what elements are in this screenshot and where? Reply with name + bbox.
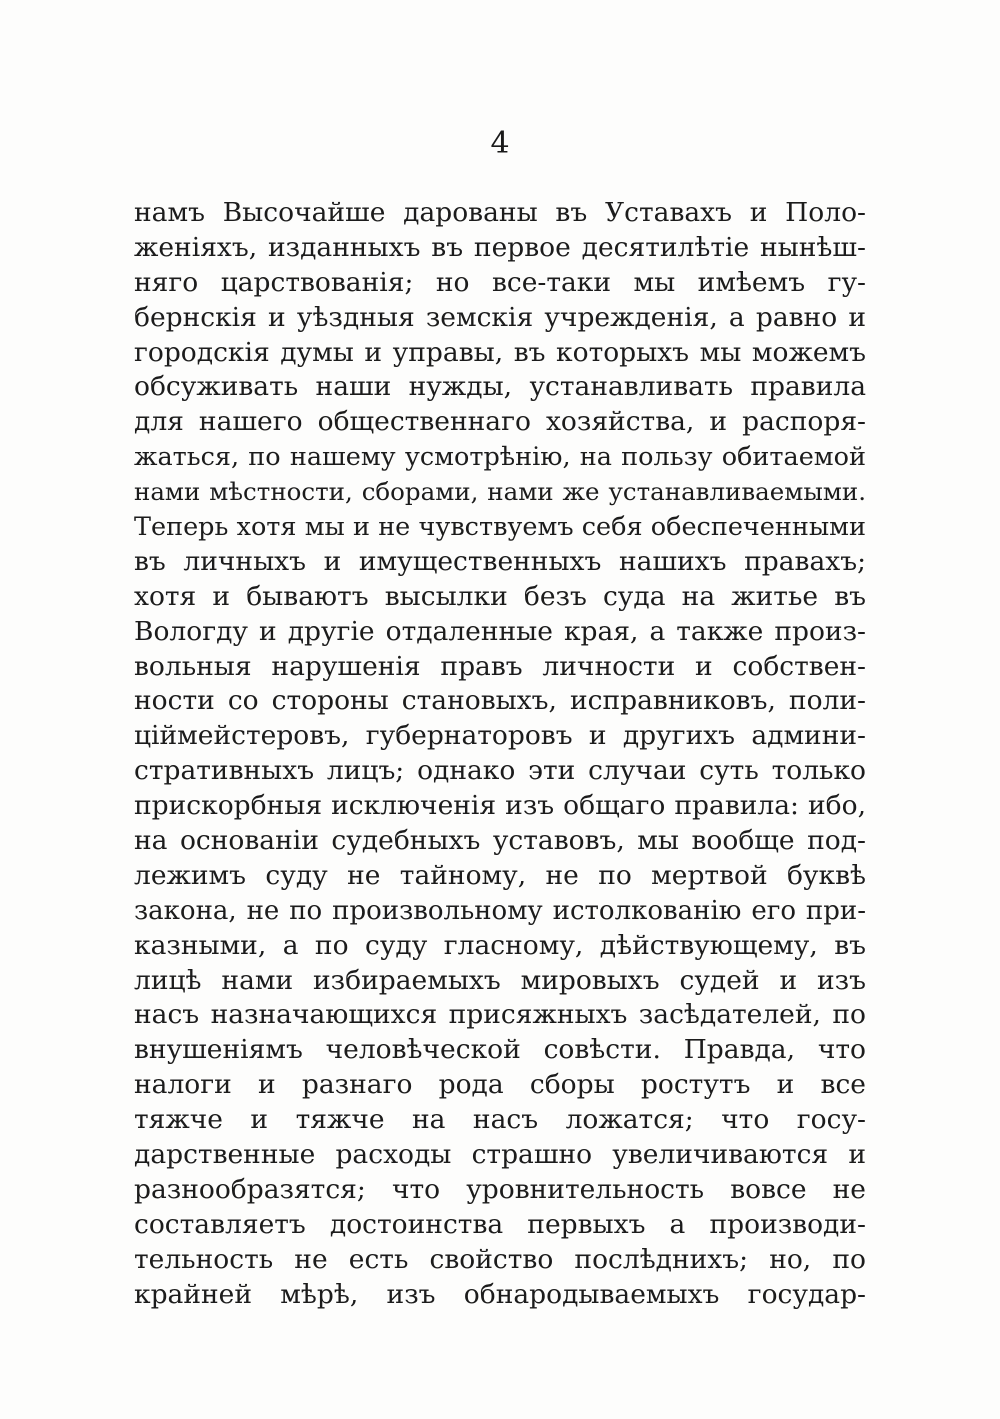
text-line: разнообразятся; что уровнительность вовсе не <box>134 1173 866 1205</box>
text-line: ціймейстеровъ, губернаторовъ и другихъ админи- <box>134 720 866 752</box>
text-line: бернскія и уѣздныя земскія учрежденія, а равно и <box>134 301 866 333</box>
text-line: обсуживать наши нужды, устанавливать правила <box>134 371 866 403</box>
text-line: лицѣ нами избираемыхъ мировыхъ судей и изъ <box>134 964 866 996</box>
text-line: Вологду и другіе отдаленные края, а также произ- <box>134 615 866 647</box>
text-line: женіяхъ, изданныхъ въ первое десятилѣтіе нынѣш- <box>134 231 866 263</box>
text-line: прискорбныя исключенія изъ общаго правила: ибо, <box>134 790 866 822</box>
text-line: крайней мѣрѣ, изъ обнародываемыхъ государ- <box>134 1278 866 1310</box>
text-line: налоги и разнаго рода сборы ростутъ и все <box>134 1069 866 1101</box>
text-line: насъ назначающихся присяжныхъ засѣдателей, по <box>134 999 866 1031</box>
text-line: городскія думы и управы, въ которыхъ мы можемъ <box>134 336 866 368</box>
body-text <box>134 196 866 1313</box>
text-line: ности со стороны становыхъ, исправниковъ, поли- <box>134 685 866 717</box>
text-line: Теперь хотя мы и не чувствуемъ себя обеспеченными <box>134 512 866 543</box>
text-line: закона, не по произвольному истолкованію его при- <box>134 895 866 926</box>
text-line: вольныя нарушенія правъ личности и собствен- <box>134 650 866 682</box>
text-line: жаться, по нашему усмотрѣнію, на пользу обитаемой <box>134 442 866 473</box>
text-line: нами мѣстности, сборами, нами же устанавливаемыми. <box>134 477 866 507</box>
text-line: на основаніи судебныхъ уставовъ, мы вообще под- <box>134 825 866 857</box>
text-line: хотя и бываютъ высылки безъ суда на житье въ <box>134 580 866 612</box>
text-line: намъ Высочайше дарованы въ Уставахъ и Поло- <box>134 197 866 228</box>
page-number: 4 <box>490 126 510 161</box>
text-line: тяжче и тяжче на насъ ложатся; что госу- <box>134 1104 866 1136</box>
text-line: составляетъ достоинства первыхъ а производи- <box>134 1208 866 1240</box>
text-line: лежимъ суду не тайному, не по мертвой буквѣ <box>134 859 866 891</box>
text-line: въ личныхъ и имущественныхъ нашихъ правахъ; <box>134 545 866 577</box>
text-line: стративныхъ лицъ; однако эти случаи суть только <box>134 755 866 787</box>
text-line: няго царствованія; но все-таки мы имѣемъ гу- <box>134 266 866 298</box>
text-line: внушеніямъ человѣческой совѣсти. Правда, что <box>134 1034 866 1066</box>
text-line: казными, а по суду гласному, дѣйствующему, въ <box>134 929 866 961</box>
text-line: дарственные расходы страшно увеличиваются и <box>134 1139 866 1171</box>
text-line: тельность не есть свойство послѣднихъ; но, по <box>134 1243 866 1275</box>
text-line: для нашего общественнаго хозяйства, и распоря- <box>134 406 866 438</box>
